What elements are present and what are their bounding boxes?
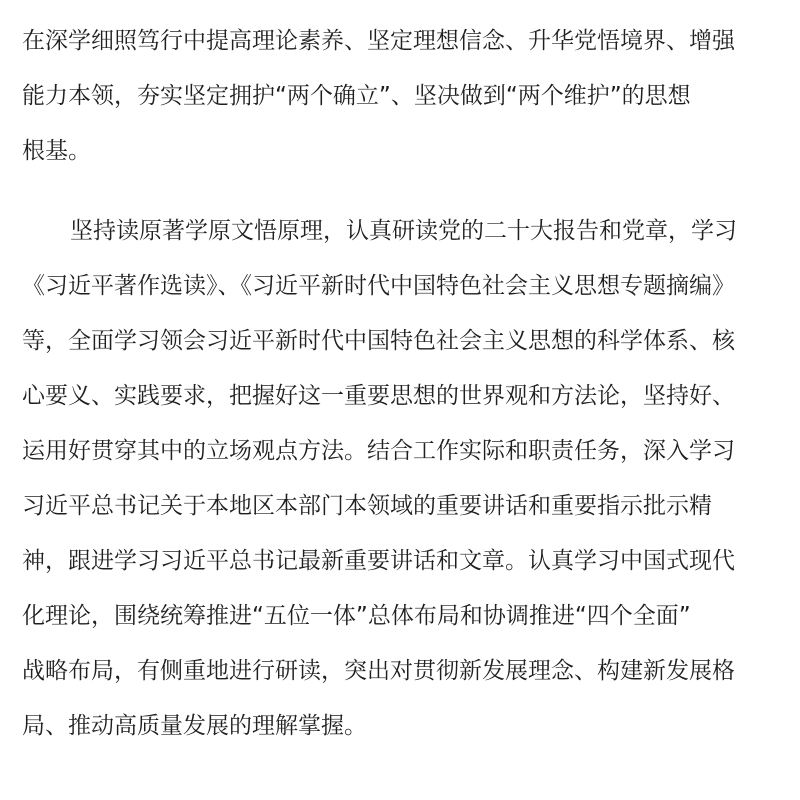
text-line: 习近平总书记关于本地区本部门本领域的重要讲话和重要指示批示精 (22, 493, 712, 519)
text-line: 等，全面学习领会习近平新时代中国特色社会主义思想的科学体系、核 (22, 328, 735, 354)
text-line: 战略布局，有侧重地进行研读，突出对贯彻新发展理念、构建新发展格 (22, 658, 735, 684)
text-line: 局、推动高质量发展的理解掌握。 (22, 713, 367, 739)
text-line: 化理论，围绕统筹推进“五位一体”总体布局和协调推进“四个全面” (22, 603, 691, 629)
paragraph-1 (22, 14, 782, 179)
paragraph-2 (22, 204, 782, 754)
text-line: 心要义、实践要求，把握好这一重要思想的世界观和方法论，坚持好、 (22, 383, 735, 409)
text-line: 能力本领，夯实坚定拥护“两个确立”、坚决做到“两个维护”的思想 (22, 83, 691, 109)
text-line: 坚持读原著学原文悟原理，认真研读党的二十大报告和党章，学习 (70, 218, 737, 244)
text-line: 根基。 (22, 138, 91, 164)
text-line: 运用好贯穿其中的立场观点方法。结合工作实际和职责任务，深入学习 (22, 438, 735, 464)
text-line: 《习近平著作选读》、《习近平新时代中国特色社会主义思想专题摘编》 (22, 273, 735, 299)
document-body (22, 14, 782, 754)
text-line: 神，跟进学习习近平总书记最新重要讲话和文章。认真学习中国式现代 (22, 548, 735, 574)
text-line: 在深学细照笃行中提高理论素养、坚定理想信念、升华党悟境界、增强 (22, 28, 735, 54)
paragraph-gap (22, 179, 782, 204)
